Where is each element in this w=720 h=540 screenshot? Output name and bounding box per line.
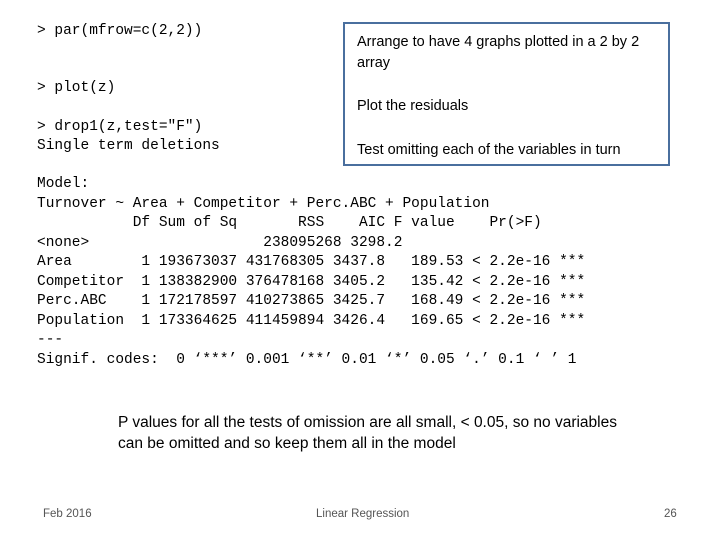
callout-omit-text: Test omitting each of the variables in turn — [357, 142, 621, 158]
command-drop1: > drop1(z,test="F") — [37, 119, 203, 135]
anova-row-perc-abc: Perc.ABC 1 172178597 410273865 3425.7 168.49 < 2.2e-16 *** — [37, 293, 586, 309]
anova-row-none: <none> 238095268 3298.2 — [37, 234, 403, 251]
single-term-deletions: Single term deletions — [37, 138, 220, 154]
callout-arrange-text: Arrange to have 4 graphs plotted in a 2 by 2 array — [357, 34, 640, 71]
anova-row-population: Population 1 173364625 411459894 3426.4 169.65 < 2.2e-16 *** — [37, 312, 586, 329]
footer-page-number: 26 — [664, 508, 677, 520]
anova-table-header: Df Sum of Sq RSS AIC F value Pr(>F) — [37, 215, 542, 231]
callout-residuals-text: Plot the residuals — [357, 98, 469, 114]
model-label: Model: — [37, 176, 90, 192]
signif-codes: Signif. codes: 0 ‘***’ 0.001 ‘**’ 0.01 ‘*’ 0.05 ‘.’ 0.1 ‘ ’ 1 — [37, 351, 577, 368]
conclusion-note: P values for all the tests of omission are all small, < 0.05, so no variables can be omitted and so keep them all in the model — [118, 414, 617, 452]
footer-date: Feb 2016 — [43, 508, 92, 520]
model-formula: Turnover ~ Area + Competitor + Perc.ABC + Population — [37, 195, 490, 212]
anova-separator: --- — [37, 332, 64, 348]
anova-row-area: Area 1 193673037 431768305 3437.8 189.53 < 2.2e-16 *** — [37, 254, 586, 270]
command-plot: > plot(z) — [37, 80, 116, 96]
annotation-callout-box — [343, 22, 670, 166]
anova-row-competitor: Competitor 1 138382900 376478168 3405.2 135.42 < 2.2e-16 *** — [37, 273, 586, 290]
footer-title: Linear Regression — [316, 508, 410, 520]
command-par: > par(mfrow=c(2,2)) — [37, 23, 203, 39]
